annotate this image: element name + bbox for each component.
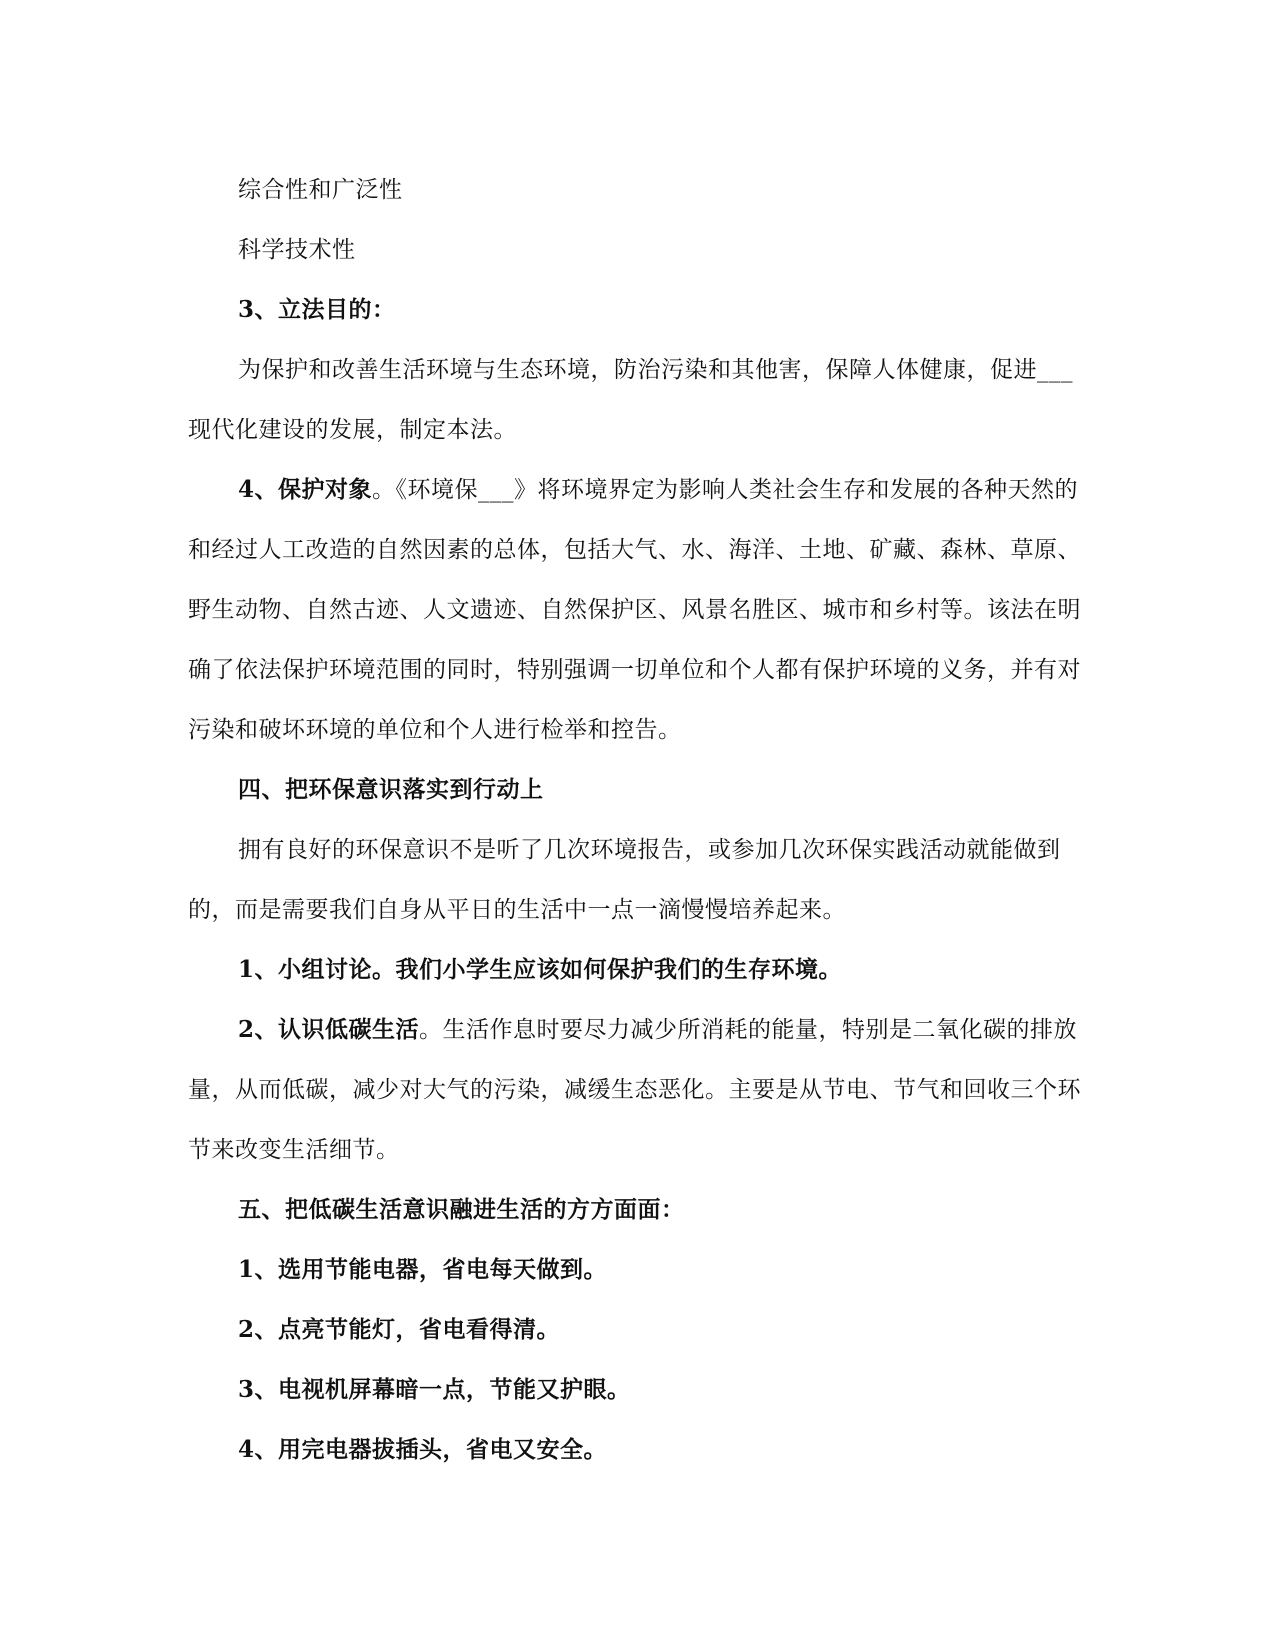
paragraph-7 <box>188 820 1088 940</box>
paragraph-5-text: 。《环境保___》将环境界定为影响人类社会生存和发展的各种天然的和经过人工改造的自然因素的总体，包括大气、水、海洋、土地、矿藏、森林、草原、野生动物、自然古迹、人文遗迹、自然保护区、风景名胜区、城市和乡村等。该法在明确了依法保护环境范围的同时，特别强调一切单位和个人都有保护环境的义务，并有对污染和破坏环境的单位和个人进行检举和控告。 <box>188 477 1081 743</box>
paragraph-4 <box>188 340 1088 460</box>
paragraph-10-lead: 五、把低碳生活意识融进生活的方方面面： <box>238 1196 685 1223</box>
paragraph-5-lead: 4、保护对象 <box>238 476 373 503</box>
paragraph-2-text: 科学技术性 <box>238 237 356 263</box>
paragraph-12 <box>188 1300 1088 1360</box>
paragraph-8-lead: 1、小组讨论。我们小学生应该如何保护我们的生存环境。 <box>238 956 843 983</box>
paragraph-11-lead: 1、选用节能电器，省电每天做到。 <box>238 1256 608 1283</box>
paragraph-8 <box>188 940 1088 1000</box>
paragraph-14-lead: 4、用完电器拔插头，省电又安全。 <box>238 1436 608 1463</box>
paragraph-9-text: 。生活作息时要尽力减少所消耗的能量，特别是二氧化碳的排放量，从而低碳，减少对大气的污染，减缓生态恶化。主要是从节电、节气和回收三个环节来改变生活细节。 <box>188 1017 1081 1163</box>
paragraph-10 <box>188 1180 1088 1240</box>
paragraph-7-text: 拥有良好的环保意识不是听了几次环境报告，或参加几次环保实践活动就能做到的，而是需要我们自身从平日的生活中一点一滴慢慢培养起来。 <box>188 837 1061 923</box>
paragraph-1 <box>188 160 1088 220</box>
paragraph-9 <box>188 1000 1088 1180</box>
paragraph-13 <box>188 1360 1088 1420</box>
paragraph-14 <box>188 1420 1088 1480</box>
paragraph-3 <box>188 280 1088 340</box>
paragraph-5 <box>188 460 1088 760</box>
paragraph-4-text: 为保护和改善生活环境与生态环境，防治污染和其他害，保障人体健康，促进___现代化建设的发展，制定本法。 <box>188 357 1073 443</box>
paragraph-13-lead: 3、电视机屏幕暗一点，节能又护眼。 <box>238 1376 631 1403</box>
paragraph-12-lead: 2、点亮节能灯，省电看得清。 <box>238 1316 561 1343</box>
paragraph-1-text: 综合性和广泛性 <box>238 177 403 203</box>
paragraph-2 <box>188 220 1088 280</box>
paragraph-9-lead: 2、认识低碳生活 <box>238 1016 420 1043</box>
paragraph-3-lead: 3、立法目的： <box>238 296 396 323</box>
paragraph-6 <box>188 760 1088 820</box>
paragraph-6-lead: 四、把环保意识落实到行动上 <box>238 776 544 803</box>
document-page <box>188 160 1088 1480</box>
paragraph-11 <box>188 1240 1088 1300</box>
